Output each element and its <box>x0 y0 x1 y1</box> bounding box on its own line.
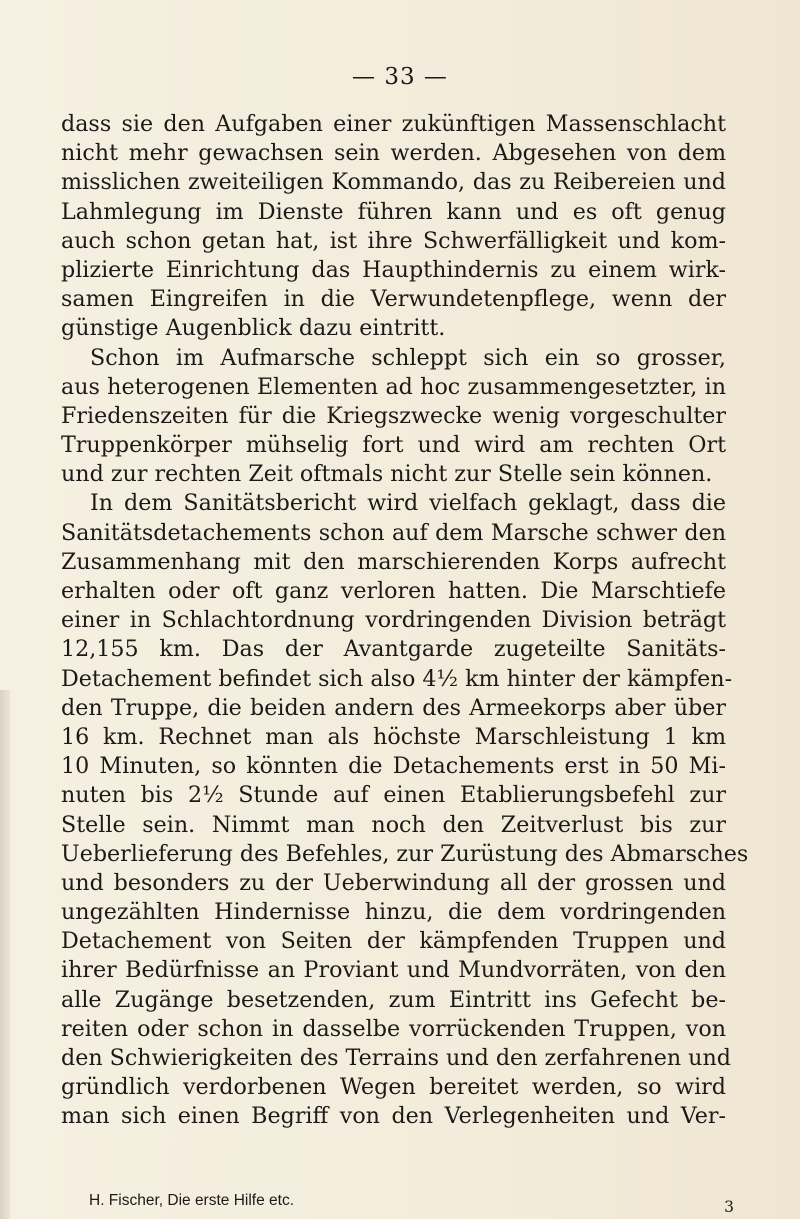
text-line: und besonders zu der Ueberwindung all der grossen und <box>61 869 726 896</box>
text-line: 12,155 km. Das der Avantgarde zugeteilte Sanitäts- <box>61 636 726 663</box>
text-line: ungezählten Hindernisse hinzu, die dem vordringenden <box>61 899 726 926</box>
text-line: auch schon getan hat, ist ihre Schwerfälligkeit und kom- <box>61 227 726 254</box>
text-line: In dem Sanitätsbericht wird vielfach geklagt, dass die <box>90 490 726 517</box>
text-line: Friedenszeiten für die Kriegszwecke wenig vorgeschulter <box>61 402 726 429</box>
footer-sheet-number: 3 <box>724 1198 734 1216</box>
text-line: nicht mehr gewachsen sein werden. Abgesehen von dem <box>61 140 726 167</box>
text-line: Truppenkörper mühselig fort und wird am rechten Ort <box>61 432 726 459</box>
text-line: erhalten oder oft ganz verloren hatten. Die Marschtiefe <box>61 578 726 604</box>
text-line: dass sie den Aufgaben einer zukünftigen Massenschlacht <box>61 111 726 137</box>
text-line: aus heterogenen Elementen ad hoc zusammengesetzter, in <box>61 373 726 400</box>
text-line: einer in Schlachtordnung vordringenden Division beträgt <box>61 607 726 634</box>
text-line: samen Eingreifen in die Verwundetenpflege, wenn der <box>61 286 726 313</box>
text-line: günstige Augenblick dazu eintritt. <box>61 315 446 342</box>
text-line: den Schwierigkeiten des Terrains und den zerfahrenen und <box>61 1045 731 1071</box>
text-line: nuten bis 2½ Stunde auf einen Etablierungsbefehl zur <box>61 782 726 809</box>
text-line: gründlich verdorbenen Wegen bereitet werden, so wird <box>61 1074 726 1101</box>
text-line: 10 Minuten, so könnten die Detachements erst in 50 Mi- <box>61 753 726 780</box>
text-line: man sich einen Begriff von den Verlegenheiten und Ver- <box>61 1103 726 1130</box>
body-text <box>61 110 749 1132</box>
text-line: reiten oder schon in dasselbe vorrückenden Truppen, von <box>61 1015 726 1042</box>
text-line: Stelle sein. Nimmt man noch den Zeitverlust bis zur <box>61 811 726 838</box>
footer-signature: H. Fischer, Die erste Hilfe etc. <box>89 1192 295 1209</box>
page-number: — 33 — <box>352 64 448 90</box>
page-footer <box>89 1189 734 1216</box>
text-line: Ueberlieferung des Befehles, zur Zurüstung des Abmarsches <box>61 840 749 867</box>
text-line: Sanitätsdetachements schon auf dem Marsche schwer den <box>61 519 726 546</box>
text-line: und zur rechten Zeit oftmals nicht zur Stelle sein können. <box>61 461 713 488</box>
text-line: ihrer Bedürfnisse an Proviant und Mundvorräten, von den <box>61 957 726 984</box>
text-line: misslichen zweiteiligen Kommando, das zu Reibereien und <box>61 169 726 196</box>
text-line: plizierte Einrichtung das Haupthindernis zu einem wirk- <box>61 256 726 283</box>
text-line: Schon im Aufmarsche schleppt sich ein so grosser, <box>90 344 726 371</box>
text-line: Detachement von Seiten der kämpfenden Truppen und <box>61 928 726 955</box>
text-line: alle Zugänge besetzenden, zum Eintritt ins Gefecht be- <box>61 986 726 1013</box>
text-line: den Truppe, die beiden andern des Armeekorps aber über <box>61 694 726 721</box>
page-edge-shadow <box>0 690 10 1219</box>
text-line: Lahmlegung im Dienste führen kann und es oft genug <box>61 198 726 225</box>
text-line: Zusammenhang mit den marschierenden Korps aufrecht <box>61 548 726 575</box>
text-line: Detachement befindet sich also 4½ km hinter der kämpfen- <box>61 665 733 692</box>
text-line: 16 km. Rechnet man als höchste Marschleistung 1 km <box>61 723 726 750</box>
